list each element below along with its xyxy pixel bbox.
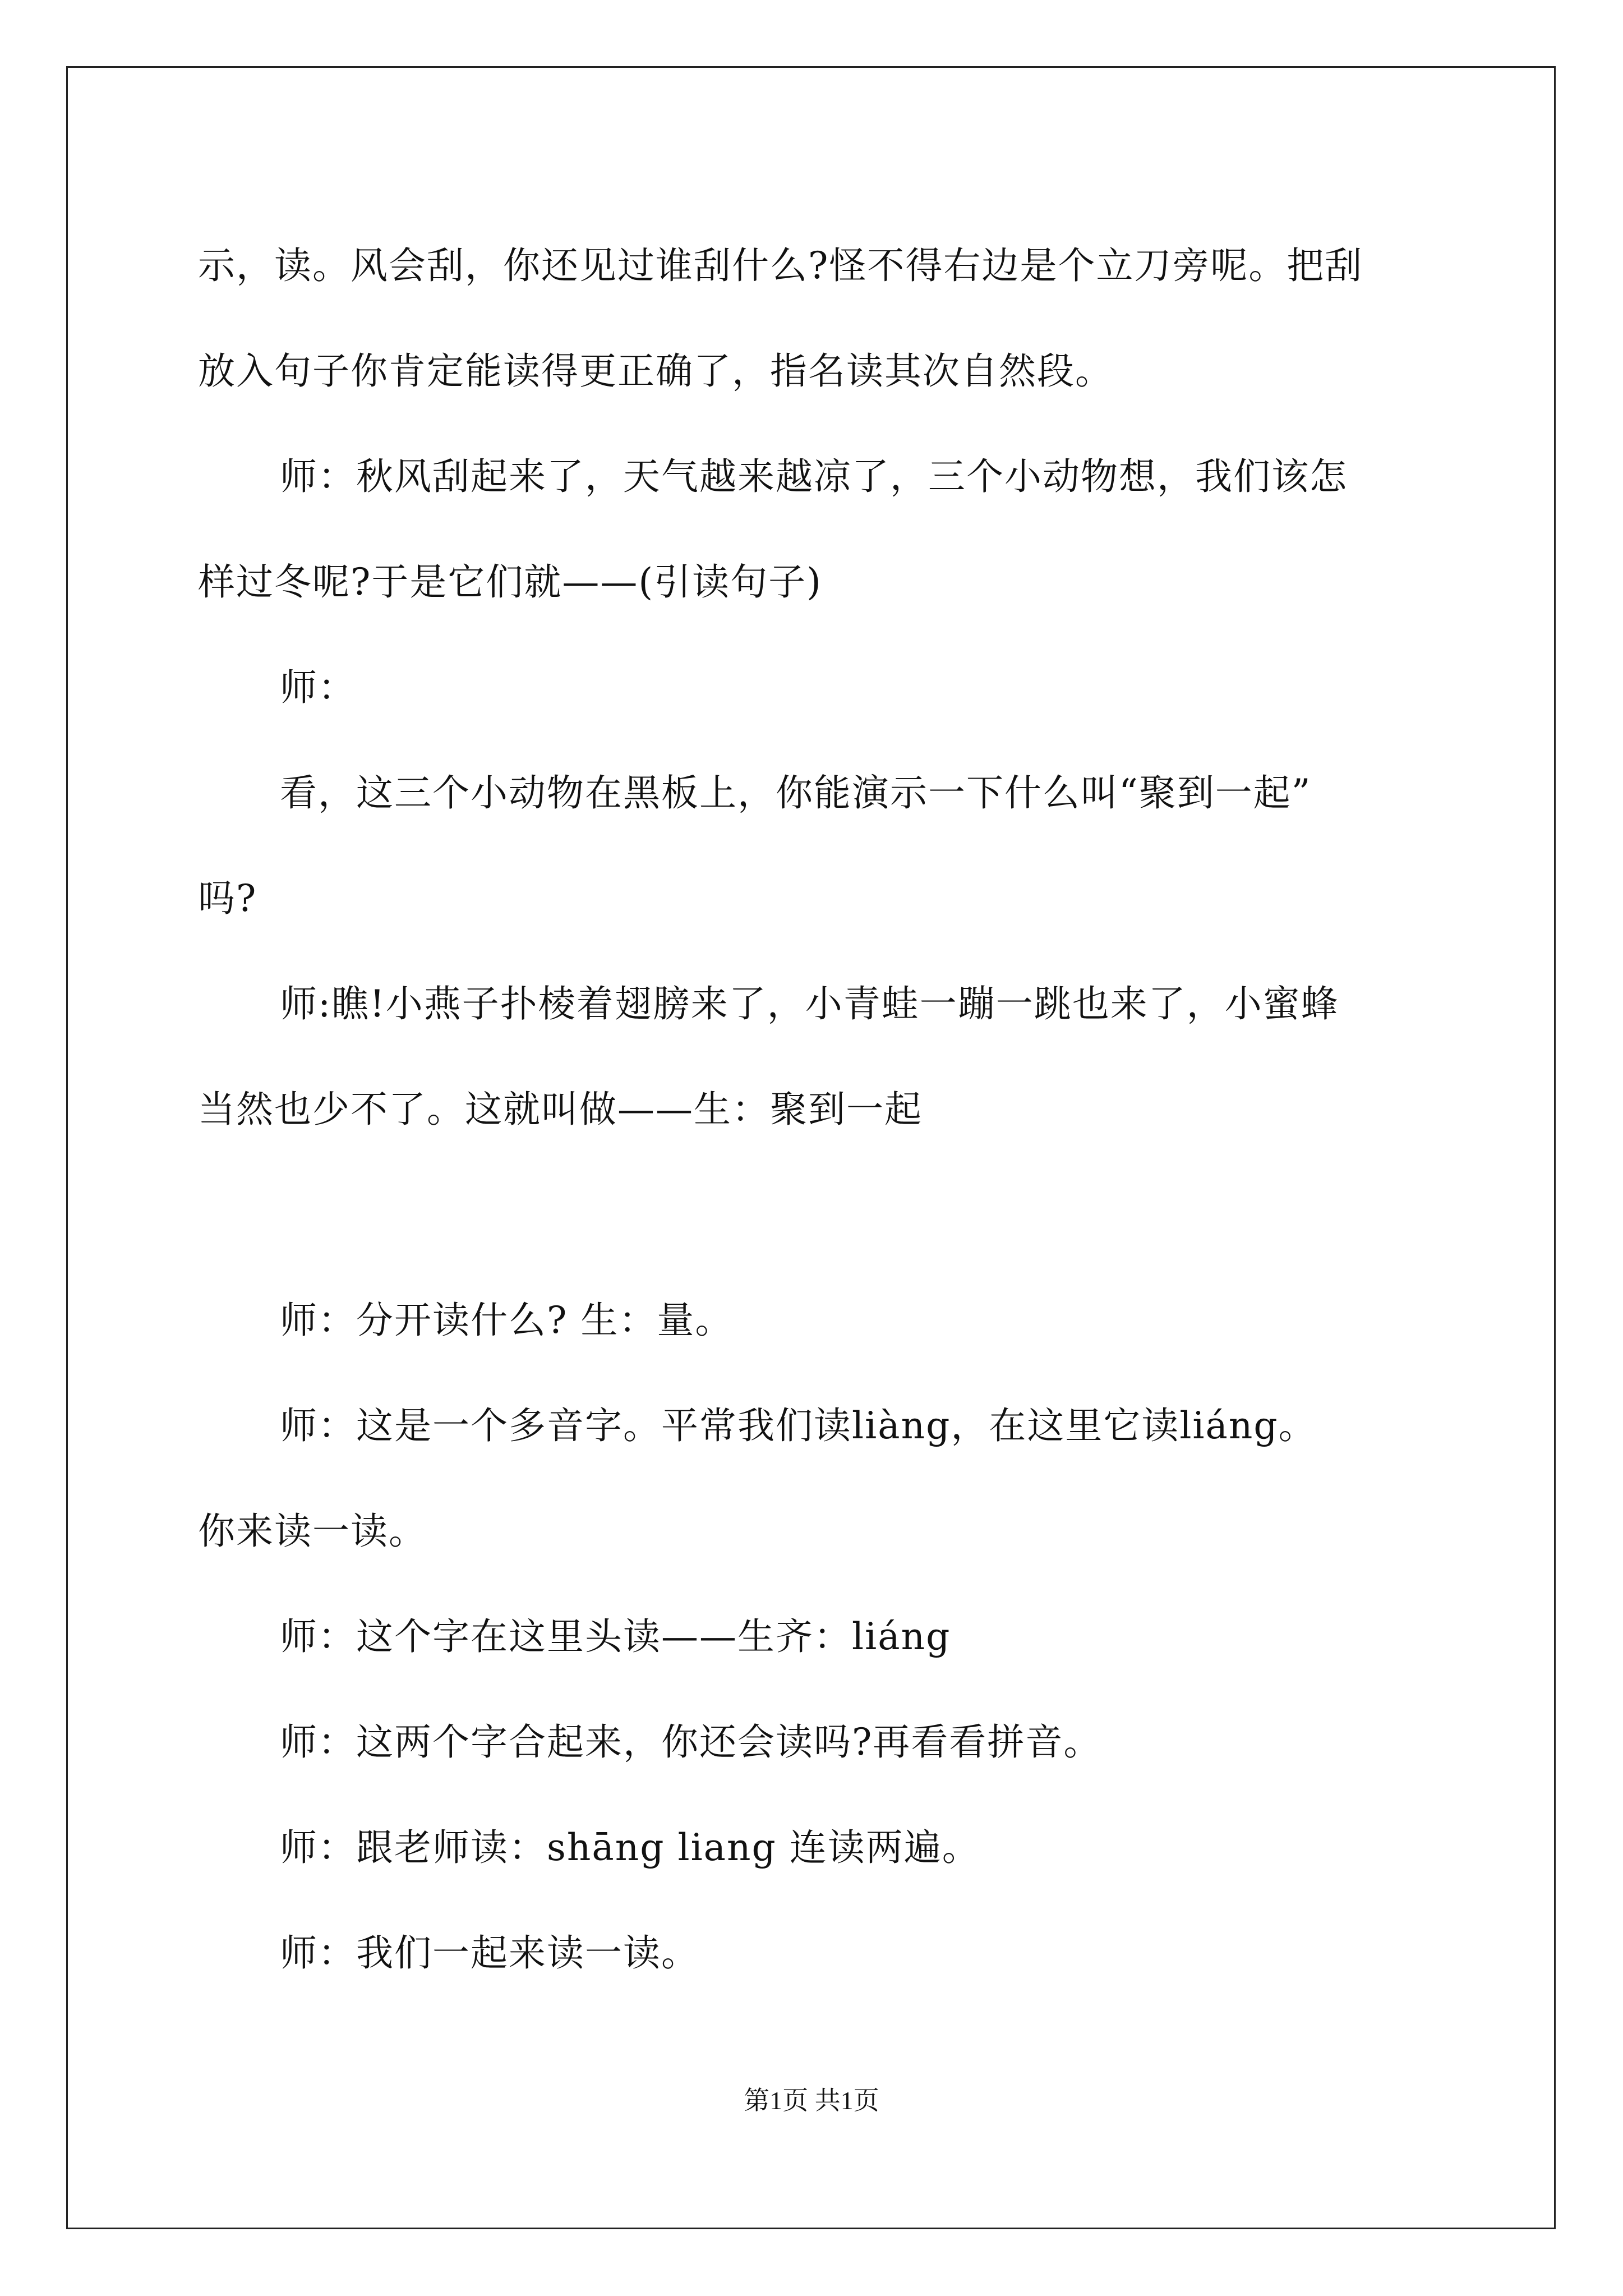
paragraph-line: 放入句子你肯定能读得更正确了，指名读其次自然段。 [198, 349, 1113, 393]
paragraph-line: 师：这个字在这里头读——生齐：liáng [280, 1615, 951, 1658]
paragraph-line: 师：这两个字合起来，你还会读吗?再看看拼音。 [280, 1720, 1102, 1764]
document-body [198, 213, 1426, 2006]
paragraph-line: 师：跟老师读：shāng liang 连读两遍。 [280, 1826, 980, 1869]
paragraph-line: 师：这是一个多音字。平常我们读liàng，在这里它读liáng。 [280, 1404, 1317, 1447]
paragraph-line: 看，这三个小动物在黑板上，你能演示一下什么叫“聚到一起” [280, 771, 1312, 815]
paragraph-line: 你来读一读。 [198, 1510, 427, 1553]
paragraph-line: 师：分开读什么? 生：量。 [280, 1299, 734, 1342]
blank-spacer [198, 1162, 1426, 1268]
paragraph-line: 示，读。风会刮，你还见过谁刮什么?怪不得右边是个立刀旁呢。把刮 [198, 244, 1363, 287]
paragraph-line: 师：我们一起来读一读。 [280, 1931, 699, 1975]
paragraph-line: 吗? [198, 877, 257, 920]
paragraph-line: 师：秋风刮起来了，天气越来越凉了，三个小动物想，我们该怎 [280, 455, 1348, 498]
paragraph-line: 样过冬呢?于是它们就——(引读句子) [198, 560, 822, 604]
paragraph-line: 当然也少不了。这就叫做——生：聚到一起 [198, 1088, 923, 1131]
paragraph-line: 师： [280, 666, 356, 709]
paragraph-line: 师:瞧!小燕子扑棱着翅膀来了，小青蛙一蹦一跳也来了，小蜜蜂 [280, 982, 1339, 1025]
page-footer: 第1页 共1页 [744, 2086, 879, 2115]
